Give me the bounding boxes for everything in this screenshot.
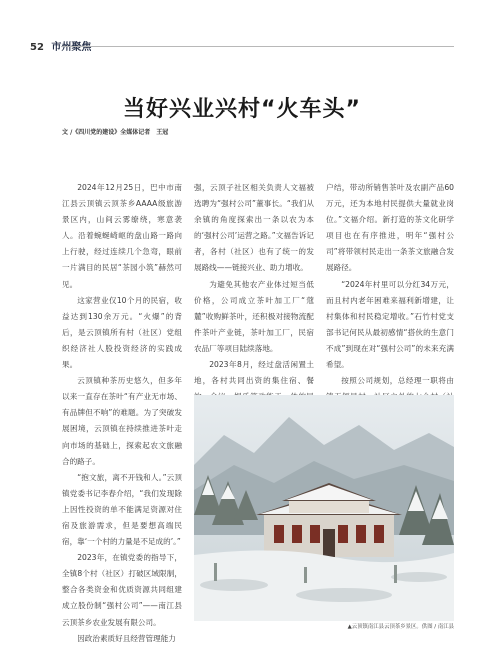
paragraph: “2024年村里可以分红34万元，而且村内老年困难来福利新增建，让村集体和村民稳定增收。”石竹村党支部书记何民从最初感情“搭伙的生意门不成”到现在对“强村公司”的未来充满希望。	[326, 279, 454, 370]
text-column-1	[62, 180, 182, 647]
paragraph: 云顶镇种茶历史悠久，但多年以来一直存在茶叶“有产业无市场、有品牌但不响”的难题。为了突破发展困境，云顶镇在持续推进茶叶走向市场的基础上，探索起农文旅融合的路子。	[62, 376, 182, 466]
paragraph: 2024年12月25日，巴中市南江县云顶镇云顶茶乡AAAA级旅游景区内，山间云雾缭绕，寒意袭人。沿着蜿蜒崎岖的盘山路一路向上行驶，经过连续几个急弯，眼前一片满目的民居“茶园小筑”赫然可见。	[62, 183, 182, 289]
text-column-3	[326, 180, 454, 388]
section-name: 市州聚焦	[51, 42, 92, 53]
article-title: 当好兴业兴村“火车头”	[123, 97, 361, 122]
paragraph: “抱文旅，离不开钱和人。”云顶镇党委书记李春介绍，“我们发现除上因性投资的单不能满足资源对住宿及旅游需求，但是要想高端民宿，靠‘一个村的力量是不足成的’。”	[62, 472, 182, 547]
article-byline: 文 /《四川党的建设》全媒体记者 王冠	[62, 129, 169, 136]
paragraph: 强，云顶子社区相关负责人文福被选聘为“强村公司”董事长。“我们从余镇的角度探索出一条以农为本的‘强村公司’运营之路。”文福告诉记者，各村（社区）也有了统一的发展路线——链接兴业、助力增收。	[194, 183, 314, 273]
page-number: 52	[30, 42, 44, 53]
photo-caption: ▲云顶镇南江县云顶茶乡景区。供图 / 南江县	[347, 624, 454, 630]
paragraph: 这家营业仅10个月的民宿，收益达到130余万元。“火爆”的背后，是云顶镇所有村（社区）党组织经济社人股投资经济的实践成果。	[62, 295, 182, 370]
paragraph: 为避免其他农产业体过短当低价格，公司成立茶叶加工厂“蔻麓”收购鲜茶叶，还积极对接物流配件茶叶产业链，茶叶加工厂，民宿农品厂等项目陆续落地。	[194, 279, 314, 353]
paragraph: 2023年，在镇党委的指导下，全镇8个村（社区）打破区域限制，整合各类资金和优质资源共同组建成立股份制“强村公司”——南江县云顶茶乡农业发展有限公司。	[62, 553, 182, 627]
paragraph: 按照公司规划，总经理一职将由	[326, 373, 454, 486]
paragraph: 户结，带动所销售茶叶及农副产品60万元，还为本地村民提供大量就业岗位。”文福介绍。新打造的茶文化研学项目也在有序推进，明年“强村公司”将带领村民走出一条茶文旅融合发展路径。	[326, 183, 454, 273]
header-rule	[62, 46, 454, 47]
photo-tea-town-snow	[194, 395, 454, 621]
paragraph: 2023年8月，经过盘活闲置土地，各村共同出资的集住宿、餐	[194, 360, 314, 386]
paragraph: 因政治素质好且经营管理能力	[77, 633, 176, 643]
